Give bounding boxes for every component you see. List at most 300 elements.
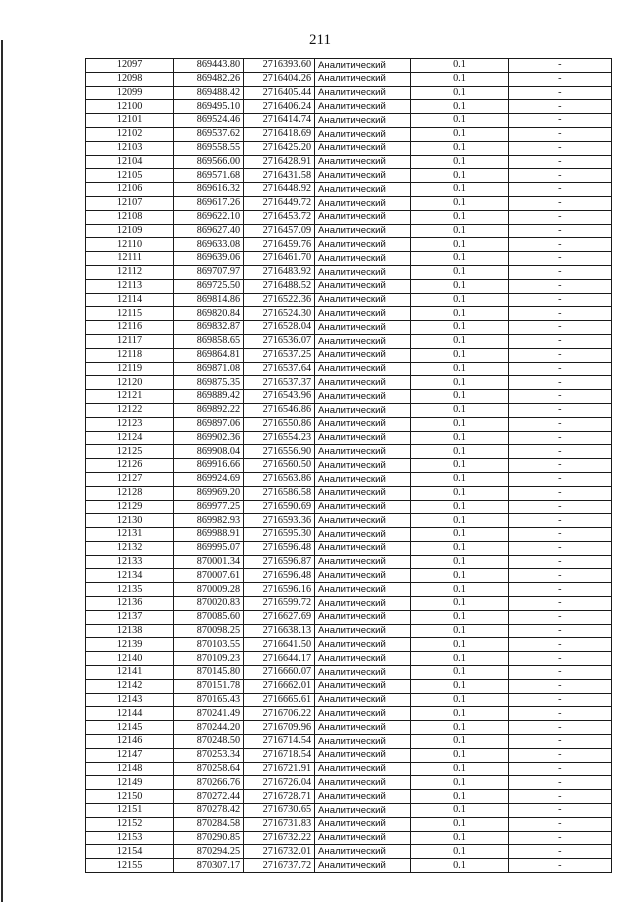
method-cell: Аналитический (315, 859, 411, 873)
table-row (86, 155, 612, 169)
accuracy-cell: 0.1 (411, 86, 508, 100)
table-row (86, 693, 612, 707)
description-cell: - (508, 362, 611, 376)
table-row (86, 583, 612, 597)
x-coordinate-cell: 869916.66 (174, 459, 244, 473)
point-id-cell: 12097 (86, 59, 174, 73)
y-coordinate-cell: 2716448.92 (244, 183, 315, 197)
x-coordinate-cell: 869871.08 (174, 362, 244, 376)
table-row (86, 59, 612, 73)
x-coordinate-cell: 870294.25 (174, 845, 244, 859)
y-coordinate-cell: 2716550.86 (244, 417, 315, 431)
accuracy-cell: 0.1 (411, 845, 508, 859)
table-row (86, 666, 612, 680)
y-coordinate-cell: 2716406.24 (244, 100, 315, 114)
x-coordinate-cell: 869524.46 (174, 114, 244, 128)
table-row (86, 403, 612, 417)
method-cell: Аналитический (315, 762, 411, 776)
y-coordinate-cell: 2716393.60 (244, 59, 315, 73)
table-row (86, 679, 612, 693)
accuracy-cell: 0.1 (411, 707, 508, 721)
x-coordinate-cell: 869443.80 (174, 59, 244, 73)
table-row (86, 445, 612, 459)
table-row (86, 804, 612, 818)
description-cell: - (508, 486, 611, 500)
point-id-cell: 12128 (86, 486, 174, 500)
description-cell: - (508, 555, 611, 569)
accuracy-cell: 0.1 (411, 307, 508, 321)
x-coordinate-cell: 870258.64 (174, 762, 244, 776)
y-coordinate-cell: 2716660.07 (244, 666, 315, 680)
x-coordinate-cell: 870103.55 (174, 638, 244, 652)
method-cell: Аналитический (315, 210, 411, 224)
y-coordinate-cell: 2716641.50 (244, 638, 315, 652)
table-row (86, 776, 612, 790)
point-id-cell: 12154 (86, 845, 174, 859)
x-coordinate-cell: 870307.17 (174, 859, 244, 873)
description-cell: - (508, 445, 611, 459)
point-id-cell: 12147 (86, 748, 174, 762)
x-coordinate-cell: 869908.04 (174, 445, 244, 459)
description-cell: - (508, 583, 611, 597)
description-cell: - (508, 804, 611, 818)
point-id-cell: 12100 (86, 100, 174, 114)
accuracy-cell: 0.1 (411, 445, 508, 459)
y-coordinate-cell: 2716596.48 (244, 569, 315, 583)
point-id-cell: 12103 (86, 141, 174, 155)
table-row (86, 141, 612, 155)
point-id-cell: 12099 (86, 86, 174, 100)
accuracy-cell: 0.1 (411, 721, 508, 735)
y-coordinate-cell: 2716593.36 (244, 514, 315, 528)
method-cell: Аналитический (315, 72, 411, 86)
method-cell: Аналитический (315, 748, 411, 762)
x-coordinate-cell: 870009.28 (174, 583, 244, 597)
accuracy-cell: 0.1 (411, 114, 508, 128)
description-cell: - (508, 624, 611, 638)
description-cell: - (508, 238, 611, 252)
x-coordinate-cell: 870266.76 (174, 776, 244, 790)
y-coordinate-cell: 2716728.71 (244, 790, 315, 804)
method-cell: Аналитический (315, 528, 411, 542)
description-cell: - (508, 666, 611, 680)
accuracy-cell: 0.1 (411, 666, 508, 680)
point-id-cell: 12111 (86, 252, 174, 266)
point-id-cell: 12132 (86, 541, 174, 555)
description-cell: - (508, 127, 611, 141)
point-id-cell: 12130 (86, 514, 174, 528)
method-cell: Аналитический (315, 403, 411, 417)
x-coordinate-cell: 869617.26 (174, 196, 244, 210)
table-row (86, 831, 612, 845)
x-coordinate-cell: 869864.81 (174, 348, 244, 362)
y-coordinate-cell: 2716554.23 (244, 431, 315, 445)
point-id-cell: 12122 (86, 403, 174, 417)
y-coordinate-cell: 2716563.86 (244, 472, 315, 486)
description-cell: - (508, 86, 611, 100)
accuracy-cell: 0.1 (411, 376, 508, 390)
x-coordinate-cell: 869482.26 (174, 72, 244, 86)
point-id-cell: 12142 (86, 679, 174, 693)
method-cell: Аналитический (315, 555, 411, 569)
method-cell: Аналитический (315, 707, 411, 721)
table-row (86, 707, 612, 721)
point-id-cell: 12121 (86, 390, 174, 404)
description-cell: - (508, 196, 611, 210)
y-coordinate-cell: 2716449.72 (244, 196, 315, 210)
accuracy-cell: 0.1 (411, 417, 508, 431)
method-cell: Аналитический (315, 610, 411, 624)
point-id-cell: 12112 (86, 265, 174, 279)
y-coordinate-cell: 2716405.44 (244, 86, 315, 100)
point-id-cell: 12129 (86, 500, 174, 514)
x-coordinate-cell: 869982.93 (174, 514, 244, 528)
table-row (86, 224, 612, 238)
table-row (86, 321, 612, 335)
accuracy-cell: 0.1 (411, 486, 508, 500)
accuracy-cell: 0.1 (411, 555, 508, 569)
x-coordinate-cell: 869627.40 (174, 224, 244, 238)
method-cell: Аналитический (315, 472, 411, 486)
accuracy-cell: 0.1 (411, 804, 508, 818)
description-cell: - (508, 348, 611, 362)
description-cell: - (508, 307, 611, 321)
point-id-cell: 12148 (86, 762, 174, 776)
table-row (86, 114, 612, 128)
table-row (86, 86, 612, 100)
accuracy-cell: 0.1 (411, 224, 508, 238)
method-cell: Аналитический (315, 362, 411, 376)
table-row (86, 569, 612, 583)
x-coordinate-cell: 869707.97 (174, 265, 244, 279)
x-coordinate-cell: 869995.07 (174, 541, 244, 555)
accuracy-cell: 0.1 (411, 238, 508, 252)
accuracy-cell: 0.1 (411, 748, 508, 762)
point-id-cell: 12124 (86, 431, 174, 445)
y-coordinate-cell: 2716453.72 (244, 210, 315, 224)
point-id-cell: 12133 (86, 555, 174, 569)
description-cell: - (508, 72, 611, 86)
point-id-cell: 12149 (86, 776, 174, 790)
description-cell: - (508, 390, 611, 404)
y-coordinate-cell: 2716662.01 (244, 679, 315, 693)
y-coordinate-cell: 2716537.64 (244, 362, 315, 376)
x-coordinate-cell: 870272.44 (174, 790, 244, 804)
accuracy-cell: 0.1 (411, 348, 508, 362)
x-coordinate-cell: 870151.78 (174, 679, 244, 693)
y-coordinate-cell: 2716644.17 (244, 652, 315, 666)
description-cell: - (508, 597, 611, 611)
description-cell: - (508, 293, 611, 307)
point-id-cell: 12123 (86, 417, 174, 431)
description-cell: - (508, 693, 611, 707)
y-coordinate-cell: 2716536.07 (244, 334, 315, 348)
accuracy-cell: 0.1 (411, 569, 508, 583)
x-coordinate-cell: 869537.62 (174, 127, 244, 141)
y-coordinate-cell: 2716488.52 (244, 279, 315, 293)
y-coordinate-cell: 2716537.25 (244, 348, 315, 362)
accuracy-cell: 0.1 (411, 100, 508, 114)
table-row (86, 845, 612, 859)
table-row (86, 638, 612, 652)
x-coordinate-cell: 869495.10 (174, 100, 244, 114)
point-id-cell: 12145 (86, 721, 174, 735)
point-id-cell: 12110 (86, 238, 174, 252)
y-coordinate-cell: 2716524.30 (244, 307, 315, 321)
description-cell: - (508, 265, 611, 279)
y-coordinate-cell: 2716431.58 (244, 169, 315, 183)
table-row (86, 196, 612, 210)
accuracy-cell: 0.1 (411, 59, 508, 73)
point-id-cell: 12153 (86, 831, 174, 845)
coordinates-table (85, 58, 612, 873)
x-coordinate-cell: 870007.61 (174, 569, 244, 583)
accuracy-cell: 0.1 (411, 735, 508, 749)
y-coordinate-cell: 2716714.54 (244, 735, 315, 749)
accuracy-cell: 0.1 (411, 362, 508, 376)
point-id-cell: 12134 (86, 569, 174, 583)
table-row (86, 307, 612, 321)
point-id-cell: 12106 (86, 183, 174, 197)
description-cell: - (508, 569, 611, 583)
point-id-cell: 12098 (86, 72, 174, 86)
accuracy-cell: 0.1 (411, 265, 508, 279)
method-cell: Аналитический (315, 390, 411, 404)
method-cell: Аналитический (315, 776, 411, 790)
accuracy-cell: 0.1 (411, 431, 508, 445)
method-cell: Аналитический (315, 445, 411, 459)
description-cell: - (508, 541, 611, 555)
accuracy-cell: 0.1 (411, 790, 508, 804)
point-id-cell: 12126 (86, 459, 174, 473)
point-id-cell: 12102 (86, 127, 174, 141)
description-cell: - (508, 417, 611, 431)
method-cell: Аналитический (315, 569, 411, 583)
point-id-cell: 12120 (86, 376, 174, 390)
description-cell: - (508, 334, 611, 348)
accuracy-cell: 0.1 (411, 776, 508, 790)
accuracy-cell: 0.1 (411, 72, 508, 86)
table-row (86, 790, 612, 804)
y-coordinate-cell: 2716627.69 (244, 610, 315, 624)
description-cell: - (508, 155, 611, 169)
accuracy-cell: 0.1 (411, 459, 508, 473)
table-row (86, 72, 612, 86)
y-coordinate-cell: 2716425.20 (244, 141, 315, 155)
accuracy-cell: 0.1 (411, 610, 508, 624)
x-coordinate-cell: 869969.20 (174, 486, 244, 500)
description-cell: - (508, 321, 611, 335)
point-id-cell: 12114 (86, 293, 174, 307)
point-id-cell: 12139 (86, 638, 174, 652)
table-row (86, 762, 612, 776)
method-cell: Аналитический (315, 86, 411, 100)
y-coordinate-cell: 2716730.65 (244, 804, 315, 818)
y-coordinate-cell: 2716457.09 (244, 224, 315, 238)
y-coordinate-cell: 2716414.74 (244, 114, 315, 128)
table-row (86, 472, 612, 486)
description-cell: - (508, 252, 611, 266)
point-id-cell: 12113 (86, 279, 174, 293)
accuracy-cell: 0.1 (411, 293, 508, 307)
x-coordinate-cell: 870098.25 (174, 624, 244, 638)
point-id-cell: 12143 (86, 693, 174, 707)
method-cell: Аналитический (315, 666, 411, 680)
point-id-cell: 12116 (86, 321, 174, 335)
description-cell: - (508, 472, 611, 486)
point-id-cell: 12109 (86, 224, 174, 238)
method-cell: Аналитический (315, 293, 411, 307)
table-row (86, 459, 612, 473)
accuracy-cell: 0.1 (411, 679, 508, 693)
method-cell: Аналитический (315, 693, 411, 707)
x-coordinate-cell: 869988.91 (174, 528, 244, 542)
accuracy-cell: 0.1 (411, 583, 508, 597)
y-coordinate-cell: 2716718.54 (244, 748, 315, 762)
table-row (86, 431, 612, 445)
method-cell: Аналитический (315, 845, 411, 859)
table-body (86, 59, 612, 873)
description-cell: - (508, 610, 611, 624)
y-coordinate-cell: 2716483.92 (244, 265, 315, 279)
point-id-cell: 12140 (86, 652, 174, 666)
description-cell: - (508, 679, 611, 693)
x-coordinate-cell: 869725.50 (174, 279, 244, 293)
accuracy-cell: 0.1 (411, 638, 508, 652)
description-cell: - (508, 169, 611, 183)
method-cell: Аналитический (315, 169, 411, 183)
point-id-cell: 12118 (86, 348, 174, 362)
table-row (86, 541, 612, 555)
table-row (86, 555, 612, 569)
method-cell: Аналитический (315, 652, 411, 666)
x-coordinate-cell: 870248.50 (174, 735, 244, 749)
x-coordinate-cell: 869633.08 (174, 238, 244, 252)
y-coordinate-cell: 2716731.83 (244, 817, 315, 831)
x-coordinate-cell: 870244.20 (174, 721, 244, 735)
accuracy-cell: 0.1 (411, 528, 508, 542)
accuracy-cell: 0.1 (411, 762, 508, 776)
description-cell: - (508, 403, 611, 417)
table-row (86, 279, 612, 293)
method-cell: Аналитический (315, 348, 411, 362)
x-coordinate-cell: 870020.83 (174, 597, 244, 611)
method-cell: Аналитический (315, 224, 411, 238)
description-cell: - (508, 817, 611, 831)
method-cell: Аналитический (315, 431, 411, 445)
point-id-cell: 12119 (86, 362, 174, 376)
method-cell: Аналитический (315, 514, 411, 528)
y-coordinate-cell: 2716599.72 (244, 597, 315, 611)
point-id-cell: 12107 (86, 196, 174, 210)
description-cell: - (508, 210, 611, 224)
description-cell: - (508, 859, 611, 873)
method-cell: Аналитический (315, 321, 411, 335)
description-cell: - (508, 528, 611, 542)
method-cell: Аналитический (315, 500, 411, 514)
table-row (86, 514, 612, 528)
x-coordinate-cell: 869566.00 (174, 155, 244, 169)
accuracy-cell: 0.1 (411, 334, 508, 348)
y-coordinate-cell: 2716590.69 (244, 500, 315, 514)
table-row (86, 265, 612, 279)
table-row (86, 127, 612, 141)
table-row (86, 334, 612, 348)
x-coordinate-cell: 869820.84 (174, 307, 244, 321)
point-id-cell: 12104 (86, 155, 174, 169)
method-cell: Аналитический (315, 114, 411, 128)
accuracy-cell: 0.1 (411, 652, 508, 666)
description-cell: - (508, 652, 611, 666)
x-coordinate-cell: 869858.65 (174, 334, 244, 348)
method-cell: Аналитический (315, 638, 411, 652)
table-row (86, 348, 612, 362)
method-cell: Аналитический (315, 100, 411, 114)
description-cell: - (508, 376, 611, 390)
accuracy-cell: 0.1 (411, 541, 508, 555)
x-coordinate-cell: 870290.85 (174, 831, 244, 845)
point-id-cell: 12105 (86, 169, 174, 183)
x-coordinate-cell: 869892.22 (174, 403, 244, 417)
x-coordinate-cell: 870253.34 (174, 748, 244, 762)
y-coordinate-cell: 2716428.91 (244, 155, 315, 169)
y-coordinate-cell: 2716461.70 (244, 252, 315, 266)
method-cell: Аналитический (315, 376, 411, 390)
method-cell: Аналитический (315, 196, 411, 210)
method-cell: Аналитический (315, 541, 411, 555)
description-cell: - (508, 776, 611, 790)
point-id-cell: 12101 (86, 114, 174, 128)
y-coordinate-cell: 2716706.22 (244, 707, 315, 721)
x-coordinate-cell: 870001.34 (174, 555, 244, 569)
point-id-cell: 12141 (86, 666, 174, 680)
method-cell: Аналитический (315, 279, 411, 293)
x-coordinate-cell: 869622.10 (174, 210, 244, 224)
method-cell: Аналитический (315, 252, 411, 266)
method-cell: Аналитический (315, 141, 411, 155)
y-coordinate-cell: 2716726.04 (244, 776, 315, 790)
y-coordinate-cell: 2716459.76 (244, 238, 315, 252)
description-cell: - (508, 279, 611, 293)
x-coordinate-cell: 870278.42 (174, 804, 244, 818)
point-id-cell: 12108 (86, 210, 174, 224)
y-coordinate-cell: 2716709.96 (244, 721, 315, 735)
point-id-cell: 12135 (86, 583, 174, 597)
description-cell: - (508, 790, 611, 804)
point-id-cell: 12115 (86, 307, 174, 321)
method-cell: Аналитический (315, 583, 411, 597)
y-coordinate-cell: 2716665.61 (244, 693, 315, 707)
accuracy-cell: 0.1 (411, 196, 508, 210)
y-coordinate-cell: 2716418.69 (244, 127, 315, 141)
description-cell: - (508, 183, 611, 197)
x-coordinate-cell: 870085.60 (174, 610, 244, 624)
x-coordinate-cell: 869814.86 (174, 293, 244, 307)
accuracy-cell: 0.1 (411, 500, 508, 514)
table-row (86, 748, 612, 762)
y-coordinate-cell: 2716404.26 (244, 72, 315, 86)
table-row (86, 721, 612, 735)
y-coordinate-cell: 2716556.90 (244, 445, 315, 459)
point-id-cell: 12138 (86, 624, 174, 638)
accuracy-cell: 0.1 (411, 210, 508, 224)
description-cell: - (508, 224, 611, 238)
y-coordinate-cell: 2716596.48 (244, 541, 315, 555)
x-coordinate-cell: 870145.80 (174, 666, 244, 680)
accuracy-cell: 0.1 (411, 403, 508, 417)
point-id-cell: 12137 (86, 610, 174, 624)
accuracy-cell: 0.1 (411, 597, 508, 611)
